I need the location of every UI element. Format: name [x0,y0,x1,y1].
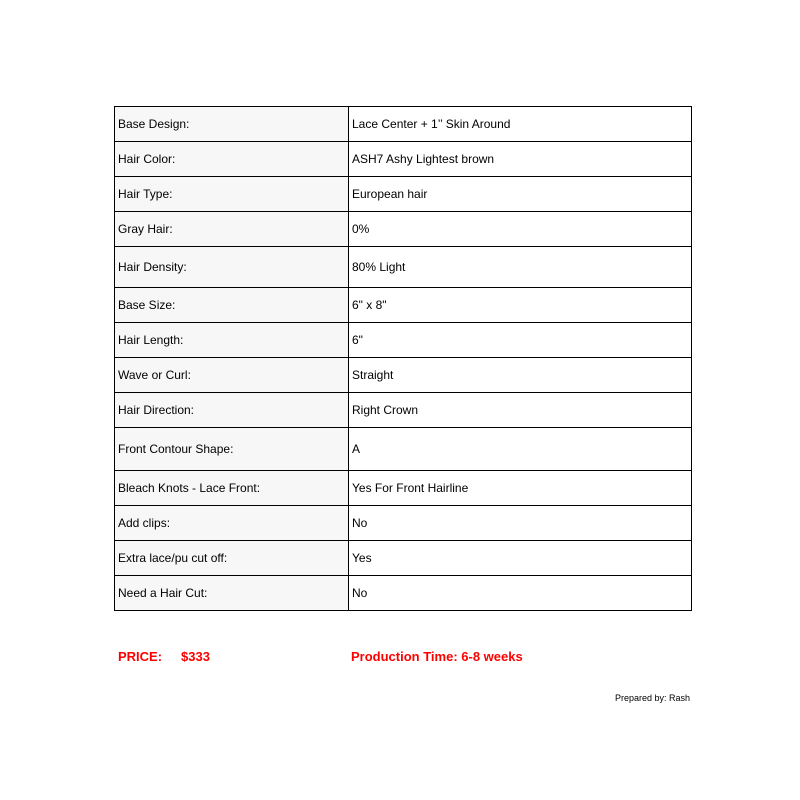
spec-row [115,107,692,142]
spec-value: 6" x 8" [349,288,692,323]
spec-row [115,142,692,177]
spec-row [115,212,692,247]
spec-value: 80% Light [349,247,692,288]
spec-value: A [349,428,692,471]
spec-row [115,576,692,611]
spec-value: 0% [349,212,692,247]
spec-label: Wave or Curl: [115,358,349,393]
spec-row [115,247,692,288]
spec-value: No [349,506,692,541]
spec-row [115,288,692,323]
spec-label: Hair Direction: [115,393,349,428]
price-label: PRICE: [118,649,163,664]
spec-table-body [115,107,692,611]
spec-value: Lace Center + 1’’ Skin Around [349,107,692,142]
spec-row [115,541,692,576]
price-value: $333 [181,649,210,664]
spec-row [115,428,692,471]
spec-value: Yes [349,541,692,576]
spec-value: Yes For Front Hairline [349,471,692,506]
spec-label: Hair Color: [115,142,349,177]
spec-label: Hair Density: [115,247,349,288]
spec-value: Right Crown [349,393,692,428]
spec-label: Bleach Knots - Lace Front: [115,471,349,506]
hair-system-spec-table [114,106,692,611]
production-time: Production Time: 6-8 weeks [351,649,523,664]
spec-label: Front Contour Shape: [115,428,349,471]
spec-label: Gray Hair: [115,212,349,247]
spec-value: 6" [349,323,692,358]
spec-label: Need a Hair Cut: [115,576,349,611]
spec-row [115,471,692,506]
spec-label: Base Size: [115,288,349,323]
spec-row [115,358,692,393]
spec-value: European hair [349,177,692,212]
spec-value: No [349,576,692,611]
spec-label: Hair Type: [115,177,349,212]
spec-label: Base Design: [115,107,349,142]
spec-row [115,506,692,541]
spec-row [115,393,692,428]
prepared-by-note: Prepared by: Rash [615,693,691,703]
spec-label: Extra lace/pu cut off: [115,541,349,576]
spec-value: ASH7 Ashy Lightest brown [349,142,692,177]
spec-row [115,323,692,358]
spec-label: Add clips: [115,506,349,541]
spec-row [115,177,692,212]
spec-value: Straight [349,358,692,393]
spec-label: Hair Length: [115,323,349,358]
